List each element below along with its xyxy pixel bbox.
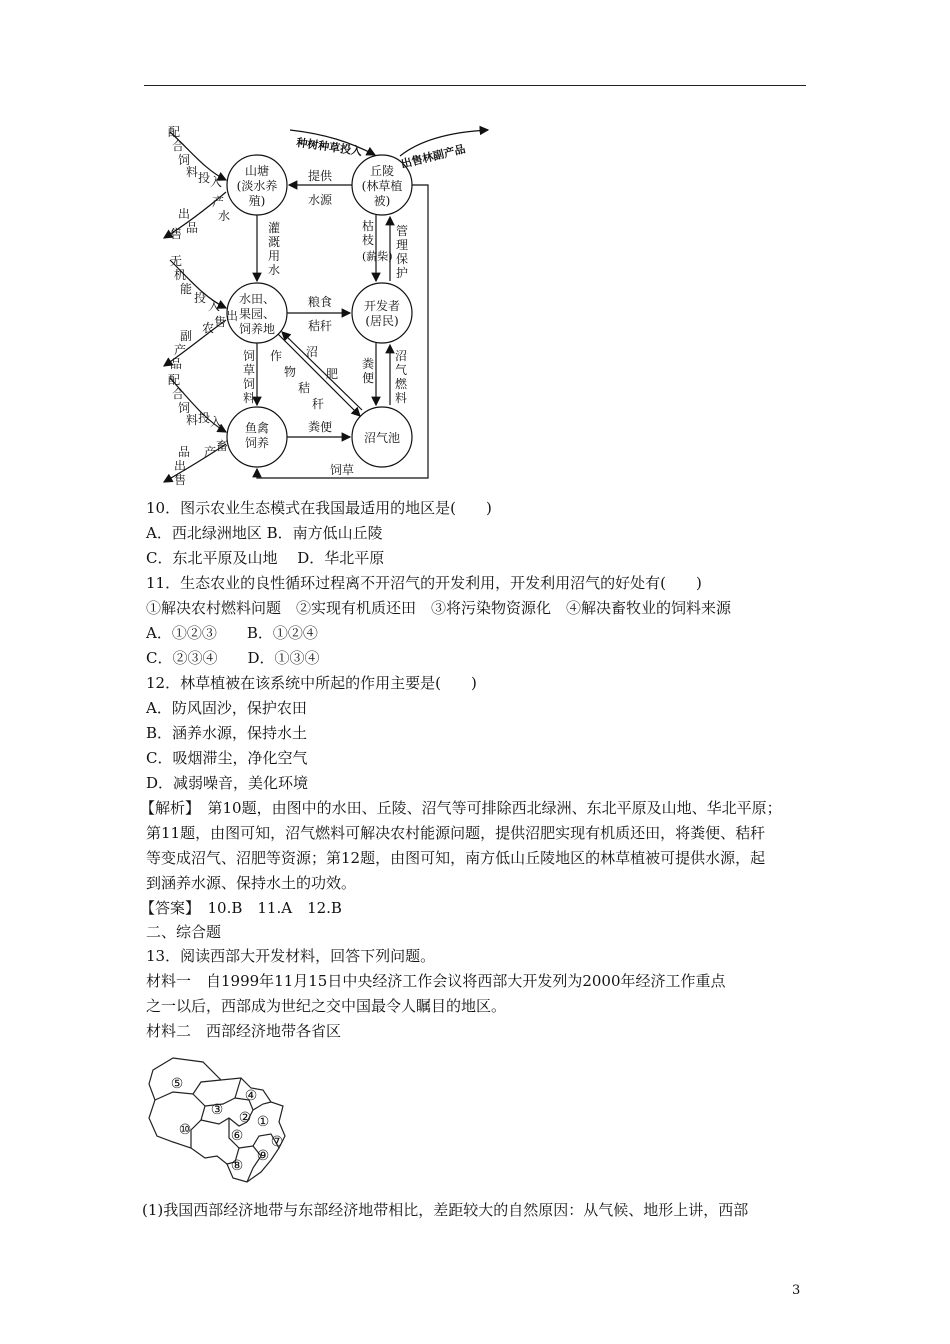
- svg-text:用: 用: [268, 249, 281, 263]
- developer-label: 开发者: [363, 299, 401, 313]
- svg-text:农: 农: [202, 321, 215, 335]
- svg-text:出: 出: [174, 459, 187, 473]
- q13-stem: 13．阅读西部大开发材料，回答下列问题。: [146, 947, 436, 965]
- map-label-7: ⑦: [270, 1134, 284, 1150]
- svg-text:出: 出: [226, 309, 239, 323]
- q10-stem: 10．图示农业生态模式在我国最适用的地区是( ): [146, 499, 492, 517]
- svg-text:(居民): (居民): [365, 314, 399, 328]
- svg-text:入: 入: [210, 415, 223, 429]
- svg-text:秸: 秸: [298, 381, 311, 395]
- svg-text:气: 气: [395, 363, 408, 377]
- pond-label: 山塘: [244, 164, 270, 178]
- svg-text:护: 护: [396, 266, 409, 280]
- svg-text:副: 副: [180, 329, 193, 343]
- svg-text:粮食: 粮食: [307, 295, 333, 309]
- svg-text:种树种草投入: 种树种草投入: [295, 136, 363, 159]
- page-number: 3: [792, 1283, 801, 1298]
- svg-text:(淡水养: (淡水养: [236, 179, 278, 193]
- hill-label: 丘陵: [369, 164, 395, 178]
- svg-text:投: 投: [198, 171, 211, 185]
- svg-text:无: 无: [170, 254, 183, 268]
- svg-text:机: 机: [174, 268, 187, 282]
- material-2-title: 材料二 西部经济地带各省区: [146, 1022, 342, 1040]
- svg-text:售: 售: [214, 315, 227, 329]
- analysis-line-3: 等变成沼气、沼肥等资源；第12题，由图可知，南方低山丘陵地区的林草植被可提供水源，起: [146, 849, 766, 867]
- map-label-4: ④: [244, 1088, 258, 1104]
- biogas-label: 沼气池: [363, 431, 401, 445]
- svg-text:水: 水: [268, 263, 281, 277]
- q10-options-cd: C．东北平原及山地 D．华北平原: [146, 549, 385, 567]
- section-heading: 二、综合题: [146, 923, 222, 941]
- svg-text:投: 投: [194, 291, 207, 305]
- q11-statements: ①解决农村燃料问题 ②实现有机质还田 ③将污染物资源化 ④解决畜牧业的饲料来源: [146, 599, 732, 617]
- svg-text:饲: 饲: [243, 349, 256, 363]
- svg-text:品: 品: [178, 445, 191, 459]
- svg-text:入: 入: [210, 175, 223, 189]
- eco-agriculture-diagram: [150, 120, 510, 488]
- svg-text:沼: 沼: [395, 349, 408, 363]
- svg-text:饲: 饲: [243, 377, 256, 391]
- svg-text:水源: 水源: [307, 193, 333, 207]
- map-label-6: ⑥: [230, 1128, 244, 1144]
- map-label-3: ③: [210, 1102, 224, 1118]
- svg-text:枯: 枯: [362, 219, 375, 233]
- analysis-line-1: 【解析】 第10题，由图中的水田、丘陵、沼气等可排除西北绿洲、东北平原及山地、华北平原；: [140, 799, 782, 817]
- svg-text:合: 合: [172, 387, 185, 401]
- q11-stem: 11．生态农业的良性循环过程离不开沼气的开发利用，开发利用沼气的好处有( ): [146, 574, 702, 592]
- svg-text:肥: 肥: [326, 367, 339, 381]
- q13-part-1: (1)我国西部经济地带与东部经济地带相比，差距较大的自然原因：从气候、地形上讲，西部: [142, 1201, 749, 1219]
- svg-text:枝: 枝: [362, 233, 375, 247]
- svg-text:品: 品: [186, 221, 199, 235]
- svg-text:(薪柴): (薪柴): [362, 250, 393, 263]
- svg-text:能: 能: [180, 282, 193, 296]
- svg-text:灌: 灌: [268, 221, 281, 235]
- map-label-2: ②: [238, 1110, 252, 1126]
- svg-text:(林草植: (林草植: [361, 179, 403, 193]
- svg-text:保: 保: [396, 252, 409, 266]
- svg-text:产: 产: [204, 445, 217, 459]
- node-developer: [352, 283, 412, 343]
- svg-text:入: 入: [208, 299, 221, 313]
- svg-text:秸秆: 秸秆: [307, 319, 333, 333]
- q12-option-a: A．防风固沙，保护农田: [146, 699, 307, 717]
- svg-text:饲养: 饲养: [244, 436, 270, 450]
- q11-options-cd: C．②③④ D．①③④: [146, 649, 320, 667]
- q10-options-ab: A．西北绿洲地区 B．南方低山丘陵: [146, 524, 383, 542]
- map-label-1: ①: [256, 1114, 270, 1130]
- svg-text:粪便: 粪便: [307, 420, 333, 434]
- svg-text:料: 料: [243, 391, 256, 405]
- svg-text:售: 售: [170, 227, 183, 241]
- svg-text:饲: 饲: [178, 401, 191, 415]
- svg-text:料: 料: [186, 413, 199, 427]
- svg-text:料: 料: [186, 165, 199, 179]
- svg-text:合: 合: [172, 139, 185, 153]
- analysis-line-4: 到涵养水源、保持水土的功效。: [146, 874, 357, 892]
- svg-text:殖): 殖): [248, 194, 266, 208]
- farm-label: 水田、: [238, 292, 276, 306]
- q11-options-ab: A．①②③ B．①②④: [146, 624, 318, 642]
- svg-text:产: 产: [212, 195, 225, 209]
- svg-text:水: 水: [218, 209, 231, 223]
- svg-text:理: 理: [396, 238, 409, 252]
- svg-text:粪: 粪: [362, 357, 375, 371]
- header-rule: [144, 85, 806, 86]
- svg-text:饲草: 饲草: [329, 463, 355, 477]
- map-label-5: ⑤: [170, 1076, 184, 1092]
- svg-text:售: 售: [174, 473, 187, 487]
- svg-text:果园、: 果园、: [238, 307, 276, 321]
- svg-text:配: 配: [168, 125, 181, 139]
- svg-text:溉: 溉: [268, 235, 281, 249]
- svg-text:投: 投: [198, 411, 211, 425]
- q12-option-d: D．减弱噪音，美化环境: [146, 774, 309, 792]
- material-1-line-2: 之一以后，西部成为世纪之交中国最令人瞩目的地区。: [146, 997, 507, 1015]
- svg-text:饲养地: 饲养地: [238, 322, 276, 336]
- answer-line: 【答案】 10.B 11.A 12.B: [140, 899, 342, 917]
- svg-text:作: 作: [270, 349, 283, 363]
- analysis-line-2: 第11题，由图可知，沼气燃料可解决农村能源问题，提供沼肥实现有机质还田，将粪便、秸秆: [146, 824, 766, 842]
- q12-stem: 12．林草植被在该系统中所起的作用主要是( ): [146, 674, 477, 692]
- material-1-line-1: 材料一 自1999年11月15日中央经济工作会议将西部大开发列为2000年经济工作重点: [146, 972, 726, 990]
- svg-text:沼: 沼: [306, 345, 319, 359]
- svg-text:秆: 秆: [312, 397, 325, 411]
- svg-text:出: 出: [178, 207, 191, 221]
- svg-text:料: 料: [395, 391, 408, 405]
- svg-text:便: 便: [362, 371, 375, 385]
- svg-text:管: 管: [396, 224, 409, 238]
- svg-text:畜: 畜: [216, 439, 229, 453]
- svg-text:物: 物: [284, 365, 297, 379]
- western-provinces-map: [143, 1048, 289, 1186]
- fish-label: 鱼禽: [244, 421, 270, 435]
- q12-option-b: B．涵养水源，保持水土: [146, 724, 308, 742]
- svg-text:产: 产: [174, 343, 187, 357]
- svg-text:燃: 燃: [395, 377, 408, 391]
- svg-text:被): 被): [373, 194, 391, 208]
- q12-option-c: C．吸烟滞尘，净化空气: [146, 749, 308, 767]
- svg-text:品: 品: [170, 357, 183, 371]
- svg-text:配: 配: [168, 373, 181, 387]
- svg-text:饲: 饲: [178, 153, 191, 167]
- svg-text:出售林副产品: 出售林副产品: [399, 142, 467, 171]
- svg-text:提供: 提供: [307, 169, 333, 183]
- svg-text:草: 草: [243, 363, 256, 377]
- map-label-9: ⑨: [256, 1148, 270, 1164]
- map-label-8: ⑧: [230, 1158, 244, 1174]
- map-label-10: ⑩: [178, 1122, 192, 1138]
